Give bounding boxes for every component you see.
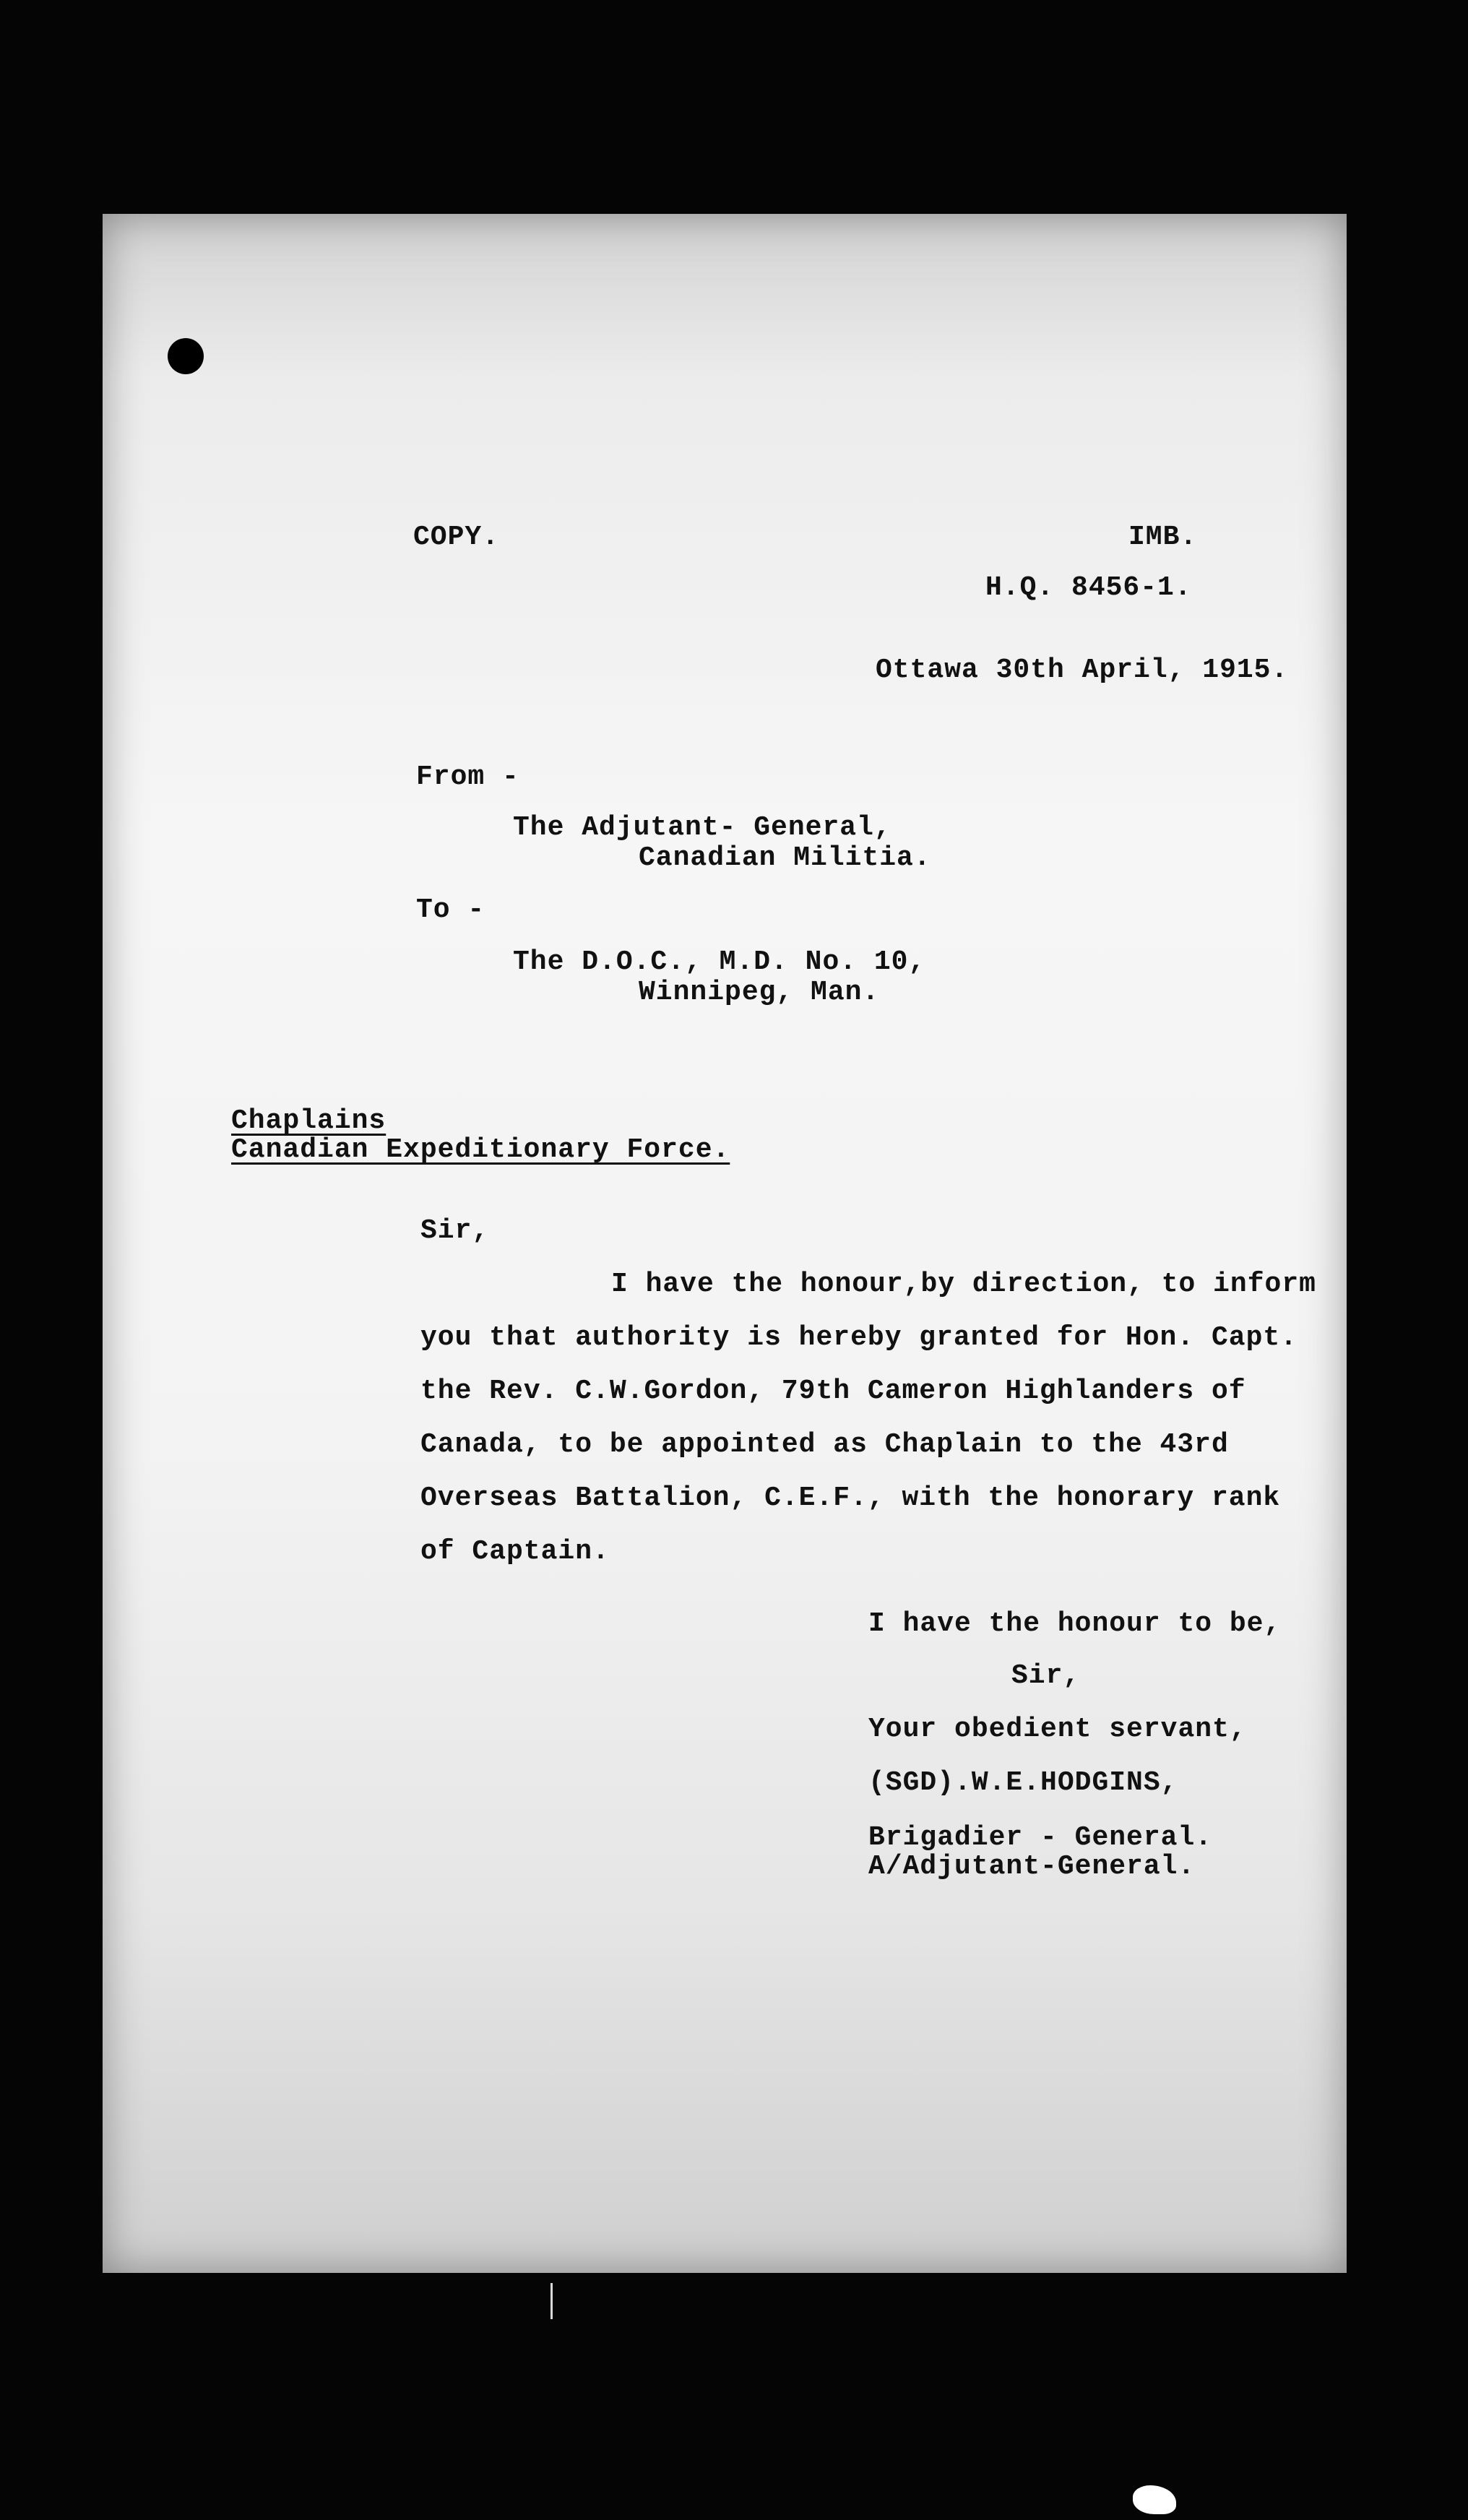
closing-sir: Sir, <box>1011 1660 1081 1691</box>
signatory-rank: Brigadier - General. <box>868 1822 1213 1853</box>
scan-artifact <box>1133 2485 1176 2514</box>
to-label: To - <box>416 894 485 925</box>
signatory-name: (SGD).W.E.HODGINS, <box>868 1767 1178 1798</box>
salutation: Sir, <box>420 1215 490 1246</box>
sender-title: The Adjutant- General, <box>513 812 891 843</box>
sender-organization: Canadian Militia. <box>639 842 931 873</box>
letter-date: Ottawa 30th April, 1915. <box>876 655 1289 686</box>
subject-line-2: Canadian Expeditionary Force. <box>231 1134 730 1165</box>
reference-code: IMB. <box>1128 522 1198 553</box>
body-line: you that authority is hereby granted for Hon. Capt. <box>420 1322 1298 1353</box>
closing-servant: Your obedient servant, <box>868 1714 1247 1745</box>
body-line: I have the honour,by direction, to inform <box>611 1269 1316 1300</box>
signatory-position: A/Adjutant-General. <box>868 1851 1196 1882</box>
file-number: H.Q. 8456-1. <box>985 572 1192 603</box>
body-line: the Rev. C.W.Gordon, 79th Cameron Highlanders of <box>420 1376 1246 1407</box>
punch-hole <box>168 338 204 374</box>
subject-line-1: Chaplains <box>231 1105 387 1136</box>
recipient-location: Winnipeg, Man. <box>639 977 880 1008</box>
copy-label: COPY. <box>413 522 500 553</box>
recipient-title: The D.O.C., M.D. No. 10, <box>513 946 926 978</box>
body-line: Overseas Battalion, C.E.F., with the honorary rank <box>420 1483 1281 1514</box>
from-label: From - <box>416 761 519 793</box>
scan-scratch <box>550 2283 553 2319</box>
body-line: of Captain. <box>420 1536 610 1567</box>
closing-phrase: I have the honour to be, <box>868 1608 1282 1639</box>
body-line: Canada, to be appointed as Chaplain to the 43rd <box>420 1429 1229 1460</box>
